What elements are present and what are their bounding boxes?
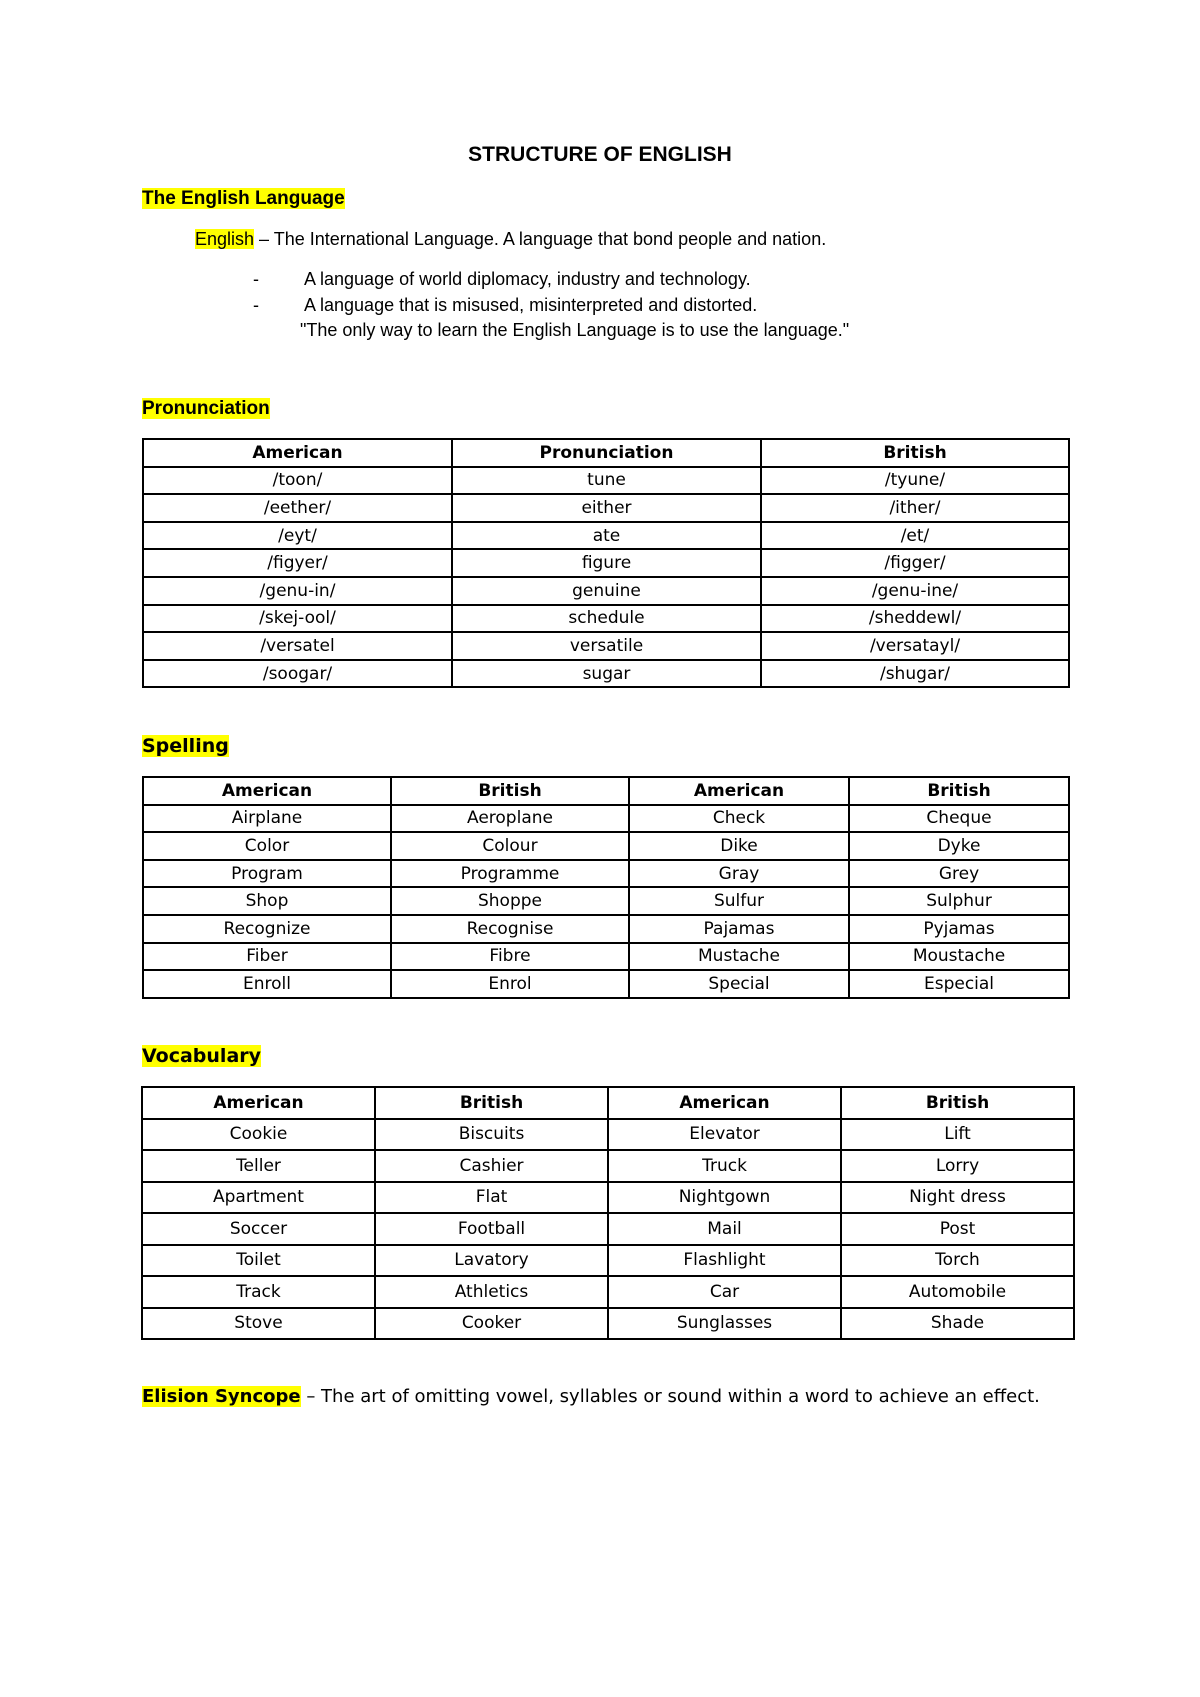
table-cell: Fiber <box>143 943 391 971</box>
table-row <box>143 943 1069 971</box>
table-header-cell: American <box>629 777 849 805</box>
table-cell: Special <box>629 970 849 998</box>
table-cell: Night dress <box>841 1182 1074 1214</box>
english-term: English <box>195 229 255 249</box>
table-cell: Automobile <box>841 1276 1074 1308</box>
table-cell: Cooker <box>375 1308 608 1340</box>
table-header-row <box>143 777 1069 805</box>
table-cell: /eyt/ <box>143 522 452 550</box>
table-cell: Moustache <box>849 943 1069 971</box>
english-definition <box>195 228 826 250</box>
table-cell: Football <box>375 1213 608 1245</box>
table-cell: Mustache <box>629 943 849 971</box>
table-cell: Especial <box>849 970 1069 998</box>
table-row <box>143 632 1069 660</box>
bullet-dash: - <box>253 295 259 315</box>
table-cell: Toilet <box>142 1245 375 1277</box>
table-cell: ate <box>452 522 761 550</box>
table-header-cell: Pronunciation <box>452 439 761 467</box>
table-cell: Dyke <box>849 832 1069 860</box>
table-row <box>142 1245 1074 1277</box>
table-cell: Fibre <box>391 943 629 971</box>
elision-definition-text: – The art of omitting vowel, syllables or sound within a word to achieve an effect. <box>300 1386 1040 1407</box>
bullet-dash: - <box>253 269 259 289</box>
table-cell: /versatel <box>143 632 452 660</box>
table-header-cell: British <box>391 777 629 805</box>
table-cell: Sulphur <box>849 887 1069 915</box>
quote-text: "The only way to learn the English Language is to use the language." <box>300 320 850 340</box>
table-header-cell: British <box>849 777 1069 805</box>
table-cell: Enroll <box>143 970 391 998</box>
table-row <box>142 1119 1074 1151</box>
table-cell: Pyjamas <box>849 915 1069 943</box>
table-cell: Grey <box>849 860 1069 888</box>
table-row <box>142 1213 1074 1245</box>
section-heading-label: Spelling <box>142 735 229 757</box>
table-row <box>143 860 1069 888</box>
english-definition-text: – The International Language. A language that bond people and nation. <box>254 229 827 249</box>
table-cell: Cookie <box>142 1119 375 1151</box>
table-cell: either <box>452 494 761 522</box>
table-header-cell: American <box>608 1087 841 1119</box>
table-header-cell: British <box>375 1087 608 1119</box>
table-cell: Recognise <box>391 915 629 943</box>
table-row <box>143 660 1069 688</box>
table-cell: Lorry <box>841 1150 1074 1182</box>
section-heading-label: Vocabulary <box>142 1045 262 1067</box>
table-cell: Lift <box>841 1119 1074 1151</box>
spelling-table <box>142 776 1070 999</box>
table-header-row <box>143 439 1069 467</box>
table-cell: Cashier <box>375 1150 608 1182</box>
table-cell: Track <box>142 1276 375 1308</box>
table-cell: /eether/ <box>143 494 452 522</box>
table-row <box>143 970 1069 998</box>
table-cell: Nightgown <box>608 1182 841 1214</box>
elision-definition <box>142 1386 1040 1407</box>
table-cell: Dike <box>629 832 849 860</box>
table-row <box>143 915 1069 943</box>
table-cell: Teller <box>142 1150 375 1182</box>
table-cell: tune <box>452 467 761 495</box>
section-heading-pronunciation <box>142 398 270 420</box>
table-cell: Gray <box>629 860 849 888</box>
table-cell: Truck <box>608 1150 841 1182</box>
table-cell: Flat <box>375 1182 608 1214</box>
table-cell: /sheddewl/ <box>761 605 1069 633</box>
table-row <box>143 467 1069 495</box>
table-cell: Lavatory <box>375 1245 608 1277</box>
vocabulary-table <box>141 1086 1075 1340</box>
table-cell: Elevator <box>608 1119 841 1151</box>
table-cell: Pajamas <box>629 915 849 943</box>
table-cell: /soogar/ <box>143 660 452 688</box>
table-cell: schedule <box>452 605 761 633</box>
table-cell: Check <box>629 805 849 833</box>
bullet-item: A language that is misused, misinterpreted and distorted. <box>304 295 758 315</box>
table-row <box>143 805 1069 833</box>
table-row <box>143 887 1069 915</box>
table-row <box>142 1276 1074 1308</box>
table-row <box>143 549 1069 577</box>
table-cell: Program <box>143 860 391 888</box>
table-cell: /versatayl/ <box>761 632 1069 660</box>
table-cell: Apartment <box>142 1182 375 1214</box>
bullet-item: A language of world diplomacy, industry and technology. <box>304 269 751 289</box>
table-cell: /et/ <box>761 522 1069 550</box>
table-cell: /tyune/ <box>761 467 1069 495</box>
table-cell: Soccer <box>142 1213 375 1245</box>
table-cell: figure <box>452 549 761 577</box>
table-row <box>143 522 1069 550</box>
table-row <box>142 1308 1074 1340</box>
table-cell: /skej-ool/ <box>143 605 452 633</box>
table-cell: /genu-ine/ <box>761 577 1069 605</box>
table-cell: Cheque <box>849 805 1069 833</box>
table-cell: Athletics <box>375 1276 608 1308</box>
table-cell: Stove <box>142 1308 375 1340</box>
table-cell: Torch <box>841 1245 1074 1277</box>
table-cell: Color <box>143 832 391 860</box>
table-cell: Mail <box>608 1213 841 1245</box>
pronunciation-table <box>142 438 1070 688</box>
table-row <box>143 494 1069 522</box>
table-cell: Recognize <box>143 915 391 943</box>
page-title: STRUCTURE OF ENGLISH <box>468 143 732 166</box>
table-cell: Aeroplane <box>391 805 629 833</box>
table-cell: genuine <box>452 577 761 605</box>
section-heading-vocabulary <box>142 1045 261 1067</box>
table-cell: sugar <box>452 660 761 688</box>
table-row <box>142 1182 1074 1214</box>
table-cell: Post <box>841 1213 1074 1245</box>
table-row <box>142 1150 1074 1182</box>
table-cell: Programme <box>391 860 629 888</box>
table-header-row <box>142 1087 1074 1119</box>
table-cell: /genu-in/ <box>143 577 452 605</box>
section-heading-label: The English Language <box>142 188 345 209</box>
table-cell: /figyer/ <box>143 549 452 577</box>
table-row <box>143 832 1069 860</box>
table-cell: /shugar/ <box>761 660 1069 688</box>
table-cell: Airplane <box>143 805 391 833</box>
table-header-cell: American <box>143 439 452 467</box>
table-header-cell: British <box>761 439 1069 467</box>
table-cell: Sulfur <box>629 887 849 915</box>
section-heading-english-language <box>142 188 345 210</box>
table-cell: Colour <box>391 832 629 860</box>
elision-term: Elision Syncope <box>142 1386 301 1407</box>
table-cell: Car <box>608 1276 841 1308</box>
section-heading-spelling <box>142 735 229 757</box>
table-cell: Enrol <box>391 970 629 998</box>
table-cell: Sunglasses <box>608 1308 841 1340</box>
table-cell: /ither/ <box>761 494 1069 522</box>
table-header-cell: British <box>841 1087 1074 1119</box>
section-heading-label: Pronunciation <box>142 398 270 419</box>
table-cell: Shade <box>841 1308 1074 1340</box>
table-cell: Shop <box>143 887 391 915</box>
table-header-cell: American <box>142 1087 375 1119</box>
table-header-cell: American <box>143 777 391 805</box>
table-cell: versatile <box>452 632 761 660</box>
table-row <box>143 605 1069 633</box>
table-cell: /toon/ <box>143 467 452 495</box>
table-row <box>143 577 1069 605</box>
table-cell: Shoppe <box>391 887 629 915</box>
table-cell: Flashlight <box>608 1245 841 1277</box>
table-cell: /figger/ <box>761 549 1069 577</box>
table-cell: Biscuits <box>375 1119 608 1151</box>
